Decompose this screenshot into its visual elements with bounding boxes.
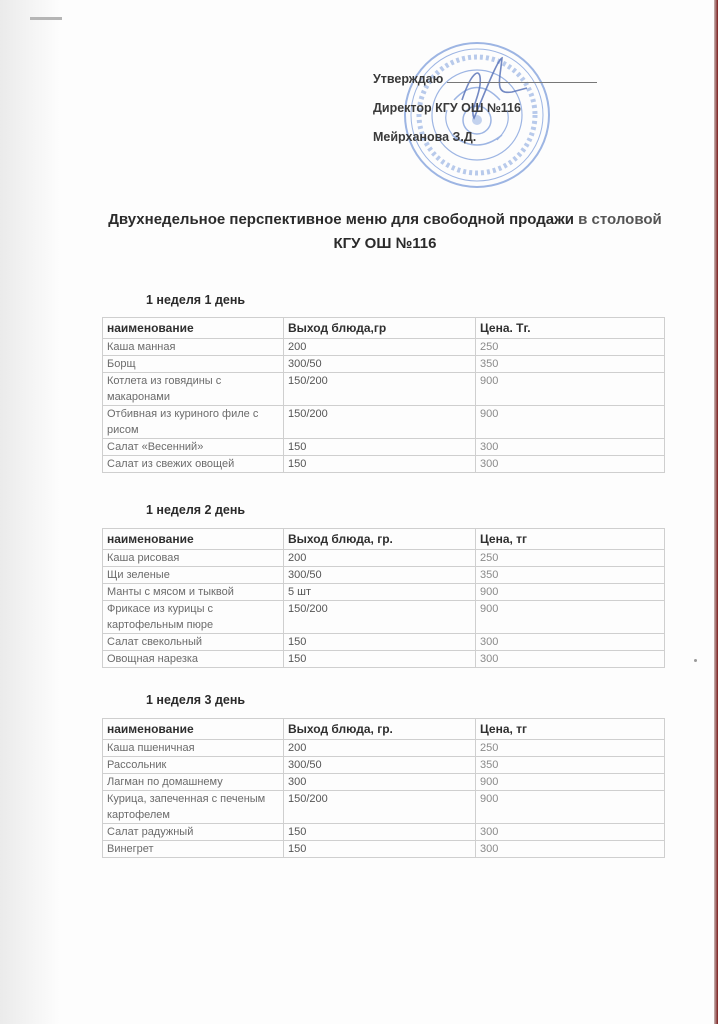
title-line-1-tail: в столовой [573, 211, 662, 228]
dish-name-cell: Каша рисовая [103, 550, 284, 567]
header-name: наименование [103, 719, 284, 740]
dish-yield-cell: 150 [284, 456, 476, 473]
title-line-2: КГУ ОШ №116 [333, 235, 437, 252]
dish-name-cell: Овощная нарезка [103, 651, 284, 668]
table-header-row [103, 318, 665, 339]
table-row [103, 791, 665, 824]
table-row [103, 651, 665, 668]
table-row [103, 406, 665, 439]
table-header-row [103, 719, 665, 740]
dish-name-cell: Котлета из говядины с макаронами [103, 373, 284, 406]
dish-name-cell: Курица, запеченная с печеным картофелем [103, 791, 284, 824]
dish-yield-cell: 300 [284, 774, 476, 791]
corner-mark [30, 17, 62, 20]
dish-price-cell: 250 [476, 550, 665, 567]
dish-yield-cell: 150/200 [284, 601, 476, 634]
table-row [103, 601, 665, 634]
table-row [103, 356, 665, 373]
dish-yield-cell: 200 [284, 550, 476, 567]
dish-price-cell: 300 [476, 651, 665, 668]
table-row [103, 824, 665, 841]
dish-yield-cell: 150/200 [284, 406, 476, 439]
header-price: Цена, тг [476, 719, 665, 740]
dish-yield-cell: 150 [284, 634, 476, 651]
header-yield: Выход блюда, гр. [284, 529, 476, 550]
dish-price-cell: 300 [476, 439, 665, 456]
dish-price-cell: 250 [476, 740, 665, 757]
approver-position: Директор КГУ ОШ №116 [373, 101, 521, 115]
dish-price-cell: 900 [476, 791, 665, 824]
dish-name-cell: Салат из свежих овощей [103, 456, 284, 473]
signature-line [447, 82, 597, 83]
table-row [103, 634, 665, 651]
dish-name-cell: Борщ [103, 356, 284, 373]
dish-name-cell: Винегрет [103, 841, 284, 858]
menu-table-day-2 [102, 528, 665, 668]
approval-block [373, 70, 597, 157]
dish-price-cell: 300 [476, 841, 665, 858]
dish-yield-cell: 200 [284, 339, 476, 356]
dish-name-cell: Лагман по домашнему [103, 774, 284, 791]
table-row [103, 567, 665, 584]
table-row [103, 584, 665, 601]
day-1-label: 1 неделя 1 день [146, 293, 246, 307]
dish-name-cell: Отбивная из куриного филе с рисом [103, 406, 284, 439]
header-name: наименование [103, 529, 284, 550]
header-yield: Выход блюда,гр [284, 318, 476, 339]
table-row [103, 740, 665, 757]
table-row [103, 439, 665, 456]
dish-price-cell: 300 [476, 824, 665, 841]
menu-table-day-1 [102, 317, 665, 473]
dish-name-cell: Салат свекольный [103, 634, 284, 651]
dish-price-cell: 900 [476, 774, 665, 791]
header-price: Цена, тг [476, 529, 665, 550]
title-line-1: Двухнедельное перспективное меню для свободной продажи [108, 211, 574, 228]
dish-yield-cell: 150/200 [284, 373, 476, 406]
dish-price-cell: 900 [476, 601, 665, 634]
approve-label: Утверждаю [373, 72, 444, 86]
dish-yield-cell: 300/50 [284, 356, 476, 373]
dish-name-cell: Каша пшеничная [103, 740, 284, 757]
dish-yield-cell: 5 шт [284, 584, 476, 601]
table-row [103, 841, 665, 858]
dish-yield-cell: 150 [284, 439, 476, 456]
dish-name-cell: Каша манная [103, 339, 284, 356]
day-3-label: 1 неделя 3 день [146, 693, 246, 707]
dish-name-cell: Салат «Весенний» [103, 439, 284, 456]
dish-yield-cell: 300/50 [284, 757, 476, 774]
approver-name: Мейрханова З.Д. [373, 130, 477, 144]
paper-speck [694, 659, 697, 662]
approval-line [373, 70, 597, 99]
table-row [103, 757, 665, 774]
day-2-label: 1 неделя 2 день [146, 503, 246, 517]
dish-name-cell: Фрикасе из курицы с картофельным пюре [103, 601, 284, 634]
table-header-row [103, 529, 665, 550]
table-row [103, 339, 665, 356]
dish-yield-cell: 200 [284, 740, 476, 757]
dish-price-cell: 350 [476, 567, 665, 584]
dish-price-cell: 300 [476, 456, 665, 473]
dish-name-cell: Рассольник [103, 757, 284, 774]
dish-price-cell: 900 [476, 584, 665, 601]
dish-yield-cell: 150 [284, 651, 476, 668]
document-title [100, 208, 670, 256]
header-yield: Выход блюда, гр. [284, 719, 476, 740]
menu-table-day-3 [102, 718, 665, 858]
table-row [103, 373, 665, 406]
dish-price-cell: 350 [476, 757, 665, 774]
dish-price-cell: 900 [476, 406, 665, 439]
dish-yield-cell: 150 [284, 841, 476, 858]
table-row [103, 456, 665, 473]
page-shadow-left [0, 0, 60, 1024]
header-name: наименование [103, 318, 284, 339]
table-row [103, 550, 665, 567]
page-edge-right [714, 0, 718, 1024]
table-row [103, 774, 665, 791]
header-price: Цена. Тг. [476, 318, 665, 339]
dish-name-cell: Щи зеленые [103, 567, 284, 584]
dish-name-cell: Салат радужный [103, 824, 284, 841]
dish-name-cell: Манты с мясом и тыквой [103, 584, 284, 601]
dish-yield-cell: 150 [284, 824, 476, 841]
dish-price-cell: 350 [476, 356, 665, 373]
dish-yield-cell: 300/50 [284, 567, 476, 584]
dish-yield-cell: 150/200 [284, 791, 476, 824]
dish-price-cell: 250 [476, 339, 665, 356]
dish-price-cell: 300 [476, 634, 665, 651]
dish-price-cell: 900 [476, 373, 665, 406]
